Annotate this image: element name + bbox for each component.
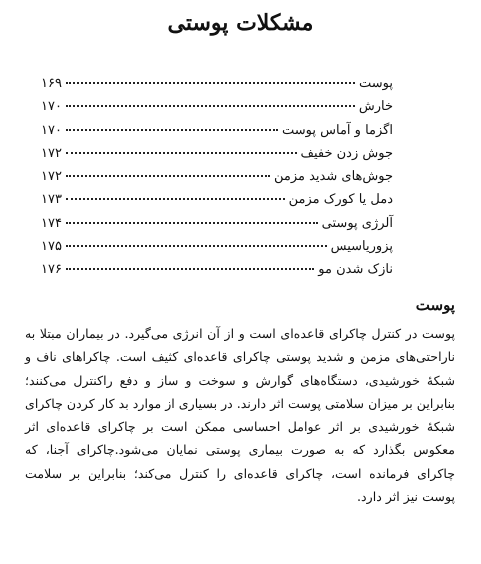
toc-entry-label: پزوریاسیس (330, 239, 393, 255)
toc-entry-label: دمل یا کورک مزمن (288, 192, 393, 208)
toc-entry-label: نازک شدن مو (318, 262, 393, 278)
toc-entry-label: جوش‌های شدید مزمن (273, 169, 393, 185)
toc-entry (41, 146, 393, 169)
section-heading: پوست (415, 296, 455, 314)
toc-leader-dots (66, 198, 285, 200)
toc-leader-dots (66, 222, 318, 224)
toc-entry (41, 123, 393, 146)
toc-entry-page: ۱۷۳ (41, 192, 62, 208)
toc-entry-label: پوست (359, 76, 393, 91)
table-of-contents (41, 76, 393, 286)
toc-entry-label: جوش زدن خفیف (300, 145, 393, 161)
toc-entry-page: ۱۷۰ (41, 99, 62, 115)
toc-entry-page: ۱۷۵ (41, 239, 62, 255)
toc-entry-label: آلرژی پوستی (321, 215, 393, 231)
toc-entry (41, 169, 393, 192)
toc-entry-page: ۱۷۲ (41, 169, 62, 185)
toc-leader-dots (66, 245, 327, 247)
toc-entry (41, 192, 393, 215)
toc-leader-dots (66, 175, 270, 177)
toc-entry (41, 216, 393, 239)
toc-entry (41, 262, 393, 285)
chapter-title: مشکلات پوستی (167, 10, 314, 36)
toc-leader-dots (66, 129, 278, 131)
toc-entry (41, 99, 393, 122)
toc-leader-dots (66, 82, 355, 84)
toc-leader-dots (66, 152, 297, 154)
toc-entry-page: ۱۷۲ (41, 145, 62, 161)
toc-entry-page: ۱۷۴ (41, 215, 62, 231)
toc-entry-page: ۱۷۶ (41, 262, 62, 278)
section-paragraph: پوست در کنترل چاکرای قاعده‌ای است و از آن انرژی می‌گیرد. در بیماران مبتلا به ناراحتی‌های مزمن و شدید پوستی چاکرای قاعده‌ای کثیف است. چاکراهای ناف و شبکهٔ خورشیدی، دستگاه‌های گوارش و سوخت و ساز و دفع راکنترل می‌کنند؛ بنابراین بر میزان سلامتی پوست اثر دارند. در بسیاری از موارد بد کار کردن چاکرای شبکهٔ خورشیدی بر اثر عوامل احساسی ممکن است بر چاکرای قاعده‌ای اثر معکوس بگذارد که به صورت بیماری پوستی نمایان می‌شود.چاکرای آجنا، که چاکرای فرمانده است، چاکرای قاعده‌ای را کنترل می‌کند؛ بنابراین بر سلامت پوست نیز اثر دارد. (24, 326, 455, 505)
toc-entry-label: خارش (358, 99, 393, 115)
toc-leader-dots (66, 268, 314, 270)
toc-entry-label: اگزما و آماس پوست (282, 122, 393, 138)
toc-leader-dots (66, 105, 355, 107)
toc-entry (41, 239, 393, 262)
toc-entry-page: ۱۶۹ (41, 76, 62, 91)
toc-entry (41, 76, 393, 99)
toc-entry-page: ۱۷۰ (41, 122, 62, 138)
